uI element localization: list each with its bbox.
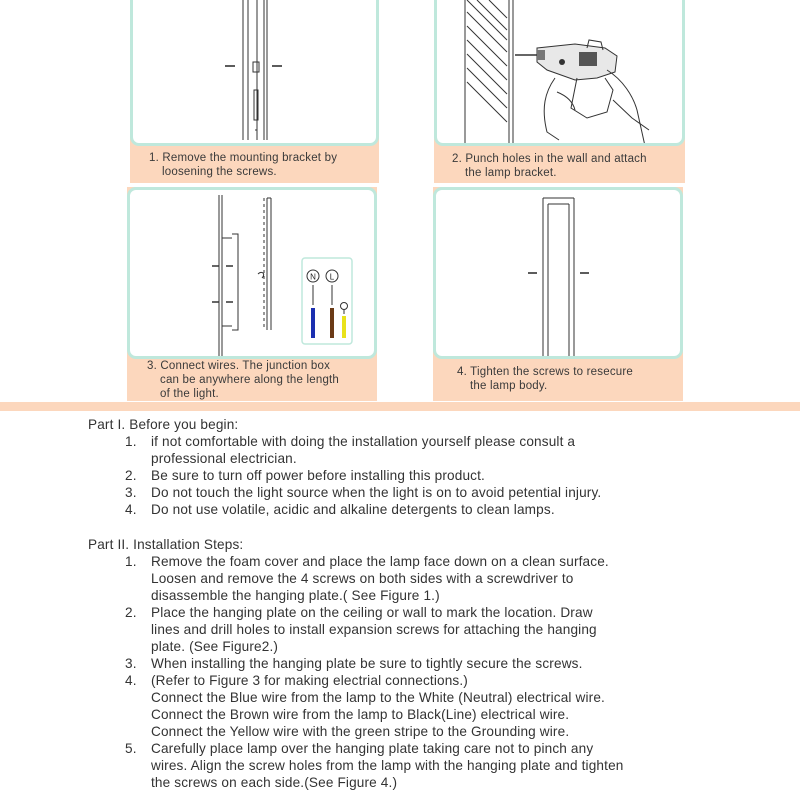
list-item-line: Connect the Brown wire from the lamp to Black(Line) electrical wire. <box>151 707 570 722</box>
list-item-line: disassemble the hanging plate.( See Figure 1.) <box>151 588 440 603</box>
part-2-list <box>88 553 748 791</box>
instructions-text <box>88 416 748 791</box>
neutral-terminal-label: N <box>310 272 316 282</box>
figure-3-illustration <box>130 190 377 359</box>
list-item-line: Do not use volatile, acidic and alkaline detergents to clean lamps. <box>151 502 555 517</box>
list-item-number: 2. <box>125 468 137 483</box>
brown-wire <box>330 308 334 338</box>
figure-2-frame <box>434 0 685 146</box>
figure-2-panel <box>434 0 685 183</box>
list-item <box>88 467 748 484</box>
part-1-list <box>88 433 748 518</box>
list-item-number: 2. <box>125 605 137 620</box>
figure-3-caption-line: of the light. <box>160 388 219 400</box>
list-item <box>88 740 748 791</box>
list-item <box>88 484 748 501</box>
figure-1-frame <box>130 0 379 146</box>
part-1-section <box>88 416 748 518</box>
list-item-line: the screws on each side.(See Figure 4.) <box>151 775 398 790</box>
list-item <box>88 501 748 518</box>
list-item-line: Place the hanging plate on the ceiling or wall to mark the location. Draw <box>151 605 593 620</box>
list-item-line: Be sure to turn off power before installing this product. <box>151 468 485 483</box>
list-item-number: 4. <box>125 502 137 517</box>
figure-4-caption-line: 4. Tighten the screws to resecure <box>457 366 633 378</box>
list-item <box>88 433 748 467</box>
list-item-line: Loosen and remove the 4 screws on both sides with a screwdriver to <box>151 571 574 586</box>
list-item-line: Do not touch the light source when the light is on to avoid petential injury. <box>151 485 602 500</box>
figure-1-caption-line: loosening the screws. <box>162 166 277 178</box>
list-item-number: 3. <box>125 656 137 671</box>
figure-4-caption <box>457 365 683 393</box>
figure-3-caption <box>147 359 377 401</box>
list-item-line: Carefully place lamp over the hanging plate taking care not to pinch any <box>151 741 594 756</box>
list-item-number: 3. <box>125 485 137 500</box>
list-item-number: 4. <box>125 673 137 688</box>
figure-2-caption-line: the lamp bracket. <box>465 167 557 179</box>
list-item-line: if not comfortable with doing the installation yourself please consult a <box>151 434 576 449</box>
figure-2-caption <box>452 152 685 180</box>
figure-2-illustration <box>437 0 685 146</box>
figure-2-caption-line: 2. Punch holes in the wall and attach <box>452 153 647 165</box>
list-item-number: 1. <box>125 554 137 569</box>
list-item-line: lines and drill holes to install expansion screws for attaching the hanging <box>151 622 597 637</box>
list-item <box>88 553 748 604</box>
list-item-line: When installing the hanging plate be sure to tightly secure the screws. <box>151 656 583 671</box>
blue-wire <box>311 308 315 338</box>
ground-symbol-icon <box>341 303 348 310</box>
yellow-wire <box>342 316 346 338</box>
figure-3-panel <box>127 187 377 401</box>
figure-4-caption-line: the lamp body. <box>470 380 548 392</box>
figure-3-caption-line: 3. Connect wires. The junction box <box>147 360 331 372</box>
list-item <box>88 655 748 672</box>
list-item <box>88 604 748 655</box>
list-item-line: Connect the Yellow wire with the green stripe to the Grounding wire. <box>151 724 570 739</box>
figure-4-panel <box>433 187 683 401</box>
list-item-line: plate. (See Figure2.) <box>151 639 279 654</box>
part-1-heading: Part I. Before you begin: <box>88 417 239 432</box>
figure-1-panel <box>130 0 379 183</box>
line-terminal-label: L <box>329 272 335 282</box>
figure-3-caption-line: can be anywhere along the length <box>160 374 340 386</box>
list-item-line: (Refer to Figure 3 for making electrial connections.) <box>151 673 468 688</box>
figure-4-illustration <box>436 190 683 359</box>
list-item-line: Remove the foam cover and place the lamp face down on a clean surface. <box>151 554 609 569</box>
list-item-number: 1. <box>125 434 137 449</box>
list-item <box>88 672 748 740</box>
part-2-heading: Part II. Installation Steps: <box>88 537 244 552</box>
list-item-line: professional electrician. <box>151 451 297 466</box>
list-item-line: Connect the Blue wire from the lamp to the White (Neutral) electrical wire. <box>151 690 605 705</box>
figure-4-frame <box>433 187 683 359</box>
figure-1-caption-line: 1. Remove the mounting bracket by <box>149 152 338 164</box>
figure-1-illustration <box>133 0 379 146</box>
figure-3-frame <box>127 187 377 359</box>
list-item-number: 5. <box>125 741 137 756</box>
part-2-section <box>88 536 748 791</box>
figure-1-caption <box>149 151 379 179</box>
list-item-line: wires. Align the screw holes from the lamp with the hanging plate and tighten <box>151 758 624 773</box>
